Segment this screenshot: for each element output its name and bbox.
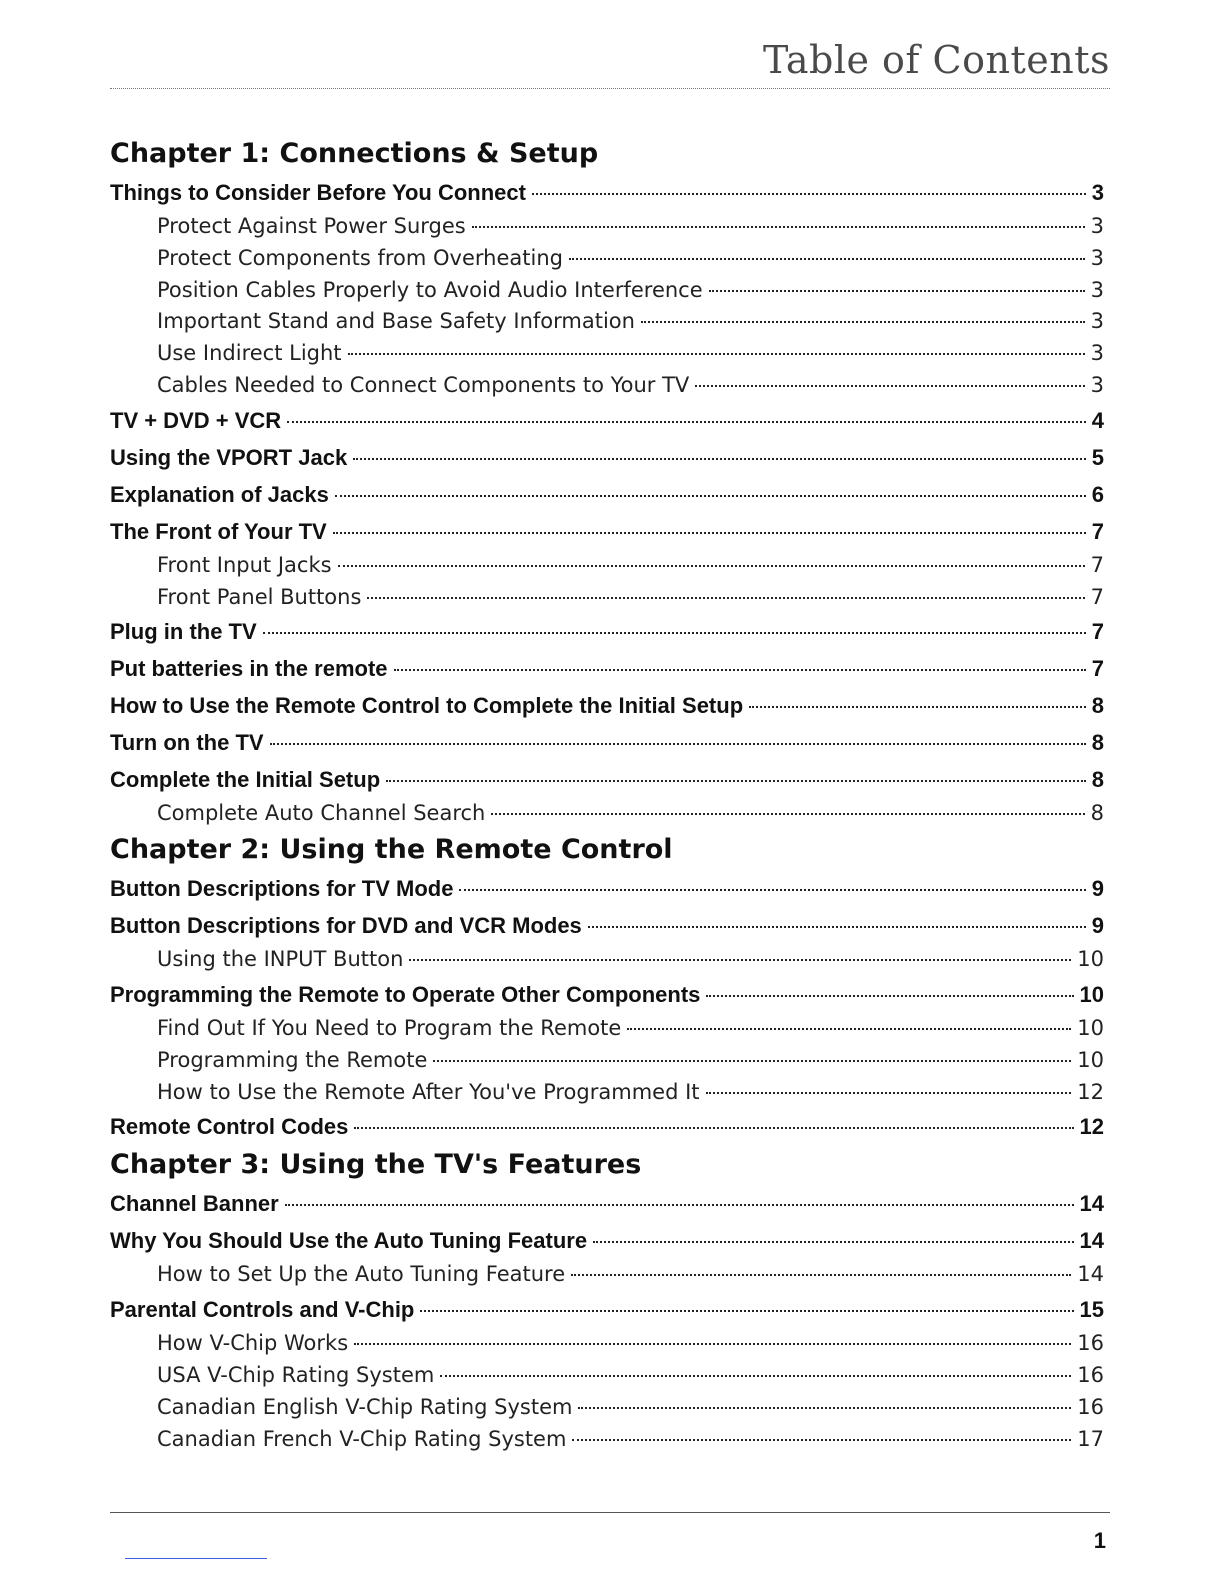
dot-leader bbox=[270, 743, 1086, 745]
toc-section-entry[interactable] bbox=[110, 761, 1104, 798]
entry-label: Important Stand and Base Safety Information bbox=[157, 309, 635, 334]
entry-page-number: 9 bbox=[1091, 876, 1104, 902]
toc-subsection-entry[interactable] bbox=[110, 944, 1104, 976]
entry-page-number: 7 bbox=[1090, 584, 1104, 609]
entry-label: Cables Needed to Connect Components to Your TV bbox=[157, 372, 690, 397]
dot-leader bbox=[459, 889, 1085, 891]
entry-page-number: 12 bbox=[1079, 1114, 1104, 1140]
entry-page-number: 3 bbox=[1090, 277, 1104, 302]
entry-page-number: 10 bbox=[1077, 1015, 1104, 1040]
entry-page-number: 8 bbox=[1091, 767, 1104, 793]
dot-leader bbox=[335, 495, 1086, 497]
entry-label: Button Descriptions for TV Mode bbox=[110, 876, 454, 902]
toc-subsection-entry[interactable] bbox=[110, 370, 1104, 402]
toc-section-entry[interactable] bbox=[110, 613, 1104, 650]
entry-label: Programming the Remote to Operate Other Components bbox=[110, 981, 701, 1007]
toc-subsection-entry[interactable] bbox=[110, 798, 1104, 830]
toc-subsection-entry[interactable] bbox=[110, 1424, 1104, 1456]
entry-page-number: 10 bbox=[1079, 981, 1104, 1007]
entry-label: Find Out If You Need to Program the Remote bbox=[157, 1015, 622, 1040]
dot-leader bbox=[641, 321, 1085, 323]
entry-label: Complete Auto Channel Search bbox=[157, 801, 486, 826]
entry-page-number: 4 bbox=[1091, 407, 1104, 433]
toc-section-entry[interactable] bbox=[110, 439, 1104, 476]
dot-leader bbox=[627, 1028, 1071, 1030]
dot-leader bbox=[749, 706, 1086, 708]
entry-page-number: 7 bbox=[1091, 619, 1104, 645]
entry-label: Canadian English V-Chip Rating System bbox=[157, 1394, 573, 1419]
dot-leader bbox=[348, 353, 1085, 355]
entry-label: USA V-Chip Rating System bbox=[157, 1362, 435, 1387]
toc-subsection-entry[interactable] bbox=[110, 243, 1104, 275]
table-of-contents bbox=[110, 134, 1104, 1455]
entry-label: Remote Control Codes bbox=[110, 1114, 349, 1140]
entry-label: How V-Chip Works bbox=[157, 1331, 349, 1356]
page-number: 1 bbox=[1093, 1528, 1106, 1553]
toc-section-entry[interactable] bbox=[110, 174, 1104, 211]
entry-page-number: 7 bbox=[1091, 656, 1104, 682]
toc-subsection-entry[interactable] bbox=[110, 550, 1104, 582]
scan-mark-line bbox=[125, 1558, 267, 1559]
entry-page-number: 16 bbox=[1077, 1362, 1104, 1387]
entry-page-number: 3 bbox=[1091, 180, 1104, 205]
chapter-heading: Chapter 1: Connections & Setup bbox=[110, 138, 599, 169]
entry-page-number: 15 bbox=[1079, 1297, 1104, 1323]
toc-section-entry[interactable] bbox=[110, 976, 1104, 1013]
dot-leader bbox=[706, 995, 1073, 997]
toc-subsection-entry[interactable] bbox=[110, 1045, 1104, 1077]
entry-label: Explanation of Jacks bbox=[110, 481, 329, 507]
toc-subsection-entry[interactable] bbox=[110, 338, 1104, 370]
dot-leader bbox=[593, 1241, 1073, 1243]
dot-leader bbox=[263, 632, 1086, 634]
toc-section-entry[interactable] bbox=[110, 1185, 1104, 1222]
chapter-heading: Chapter 3: Using the TV's Features bbox=[110, 1149, 642, 1181]
footer-divider bbox=[110, 1512, 1110, 1513]
dot-leader bbox=[420, 1310, 1073, 1312]
toc-section-entry[interactable] bbox=[110, 687, 1104, 724]
entry-page-number: 10 bbox=[1077, 947, 1104, 972]
toc-subsection-entry[interactable] bbox=[110, 306, 1104, 338]
entry-label: Canadian French V-Chip Rating System bbox=[157, 1426, 567, 1451]
dot-leader bbox=[491, 813, 1084, 815]
entry-label: Programming the Remote bbox=[157, 1047, 428, 1072]
entry-label: Parental Controls and V-Chip bbox=[110, 1297, 415, 1323]
dot-leader bbox=[706, 1092, 1072, 1094]
dot-leader bbox=[569, 258, 1085, 260]
dot-leader bbox=[386, 780, 1086, 782]
toc-subsection-entry[interactable] bbox=[110, 211, 1104, 243]
chapter-heading: Chapter 2: Using the Remote Control bbox=[110, 834, 673, 866]
entry-page-number: 3 bbox=[1090, 372, 1104, 397]
dot-leader bbox=[440, 1375, 1071, 1377]
entry-page-number: 6 bbox=[1091, 481, 1104, 507]
entry-page-number: 3 bbox=[1090, 214, 1104, 238]
entry-label: Protect Components from Overheating bbox=[157, 245, 563, 270]
entry-page-number: 14 bbox=[1079, 1191, 1104, 1217]
dot-leader bbox=[695, 385, 1084, 387]
entry-page-number: 16 bbox=[1077, 1394, 1104, 1419]
dot-leader bbox=[571, 1274, 1071, 1276]
entry-label: How to Set Up the Auto Tuning Feature bbox=[157, 1262, 566, 1287]
toc-section-entry[interactable] bbox=[110, 870, 1104, 907]
toc-section-entry[interactable] bbox=[110, 402, 1104, 439]
entry-label: Use Indirect Light bbox=[157, 341, 342, 366]
entry-label: Front Panel Buttons bbox=[157, 584, 362, 609]
dot-leader bbox=[578, 1407, 1071, 1409]
toc-section-entry[interactable] bbox=[110, 650, 1104, 687]
dot-leader bbox=[709, 290, 1085, 292]
entry-page-number: 9 bbox=[1091, 913, 1104, 939]
dot-leader bbox=[353, 458, 1086, 460]
entry-label: Complete the Initial Setup bbox=[110, 767, 381, 793]
entry-label: Button Descriptions for DVD and VCR Modes bbox=[110, 913, 582, 939]
toc-subsection-entry[interactable] bbox=[110, 1259, 1104, 1291]
toc-section-entry[interactable] bbox=[110, 907, 1104, 944]
entry-page-number: 17 bbox=[1077, 1426, 1104, 1451]
entry-label: Things to Consider Before You Connect bbox=[110, 180, 526, 205]
dot-leader bbox=[367, 597, 1084, 599]
entry-page-number: 7 bbox=[1090, 552, 1104, 577]
entry-page-number: 16 bbox=[1077, 1331, 1104, 1356]
dot-leader bbox=[572, 1439, 1071, 1441]
entry-page-number: 8 bbox=[1091, 693, 1104, 719]
entry-page-number: 7 bbox=[1091, 518, 1104, 544]
toc-subsection-entry[interactable] bbox=[110, 582, 1104, 614]
entry-page-number: 8 bbox=[1091, 730, 1104, 756]
entry-label: Why You Should Use the Auto Tuning Feature bbox=[110, 1228, 588, 1254]
entry-label: Plug in the TV bbox=[110, 619, 257, 645]
entry-page-number: 14 bbox=[1079, 1228, 1104, 1254]
entry-label: Turn on the TV bbox=[110, 730, 264, 756]
dot-leader bbox=[433, 1060, 1071, 1062]
entry-label: Channel Banner bbox=[110, 1191, 279, 1217]
toc-subsection-entry[interactable] bbox=[110, 275, 1104, 307]
dot-leader bbox=[588, 926, 1086, 928]
entry-page-number: 5 bbox=[1091, 444, 1104, 470]
entry-label: Using the INPUT Button bbox=[157, 947, 404, 972]
entry-label: Protect Against Power Surges bbox=[157, 214, 466, 238]
header-divider bbox=[110, 88, 1110, 89]
toc-section-entry[interactable] bbox=[110, 513, 1104, 550]
toc-subsection-entry[interactable] bbox=[110, 1077, 1104, 1109]
page-title: Table of Contents bbox=[762, 38, 1110, 82]
entry-page-number: 10 bbox=[1077, 1047, 1104, 1072]
entry-label: Position Cables Properly to Avoid Audio Interference bbox=[157, 277, 703, 302]
dot-leader bbox=[354, 1127, 1073, 1129]
dot-leader bbox=[287, 421, 1086, 423]
dot-leader bbox=[338, 565, 1085, 567]
toc-section-entry[interactable] bbox=[110, 1222, 1104, 1259]
toc-section-entry[interactable] bbox=[110, 1291, 1104, 1328]
dot-leader bbox=[333, 532, 1086, 534]
entry-label: TV + DVD + VCR bbox=[110, 407, 282, 433]
toc-section-entry[interactable] bbox=[110, 1108, 1104, 1145]
dot-leader bbox=[394, 669, 1086, 671]
entry-page-number: 3 bbox=[1090, 341, 1104, 366]
dot-leader bbox=[354, 1343, 1071, 1345]
toc-section-entry[interactable] bbox=[110, 724, 1104, 761]
entry-label: Front Input Jacks bbox=[157, 552, 332, 577]
entry-label: Put batteries in the remote bbox=[110, 656, 388, 682]
dot-leader bbox=[409, 959, 1071, 961]
toc-subsection-entry[interactable] bbox=[110, 1013, 1104, 1045]
dot-leader bbox=[285, 1204, 1074, 1206]
toc-subsection-entry[interactable] bbox=[110, 1328, 1104, 1360]
entry-page-number: 3 bbox=[1090, 309, 1104, 334]
dot-leader bbox=[532, 193, 1086, 195]
entry-label: How to Use the Remote After You've Programmed It bbox=[157, 1079, 700, 1104]
entry-label: How to Use the Remote Control to Complete the Initial Setup bbox=[110, 693, 744, 719]
entry-page-number: 3 bbox=[1090, 245, 1104, 270]
entry-label: The Front of Your TV bbox=[110, 518, 327, 544]
entry-page-number: 12 bbox=[1077, 1079, 1104, 1104]
dot-leader bbox=[472, 226, 1085, 228]
toc-subsection-entry[interactable] bbox=[110, 1392, 1104, 1424]
entry-page-number: 14 bbox=[1077, 1262, 1104, 1287]
entry-label: Using the VPORT Jack bbox=[110, 444, 348, 470]
toc-section-entry[interactable] bbox=[110, 476, 1104, 513]
entry-page-number: 8 bbox=[1090, 801, 1104, 826]
toc-subsection-entry[interactable] bbox=[110, 1360, 1104, 1392]
